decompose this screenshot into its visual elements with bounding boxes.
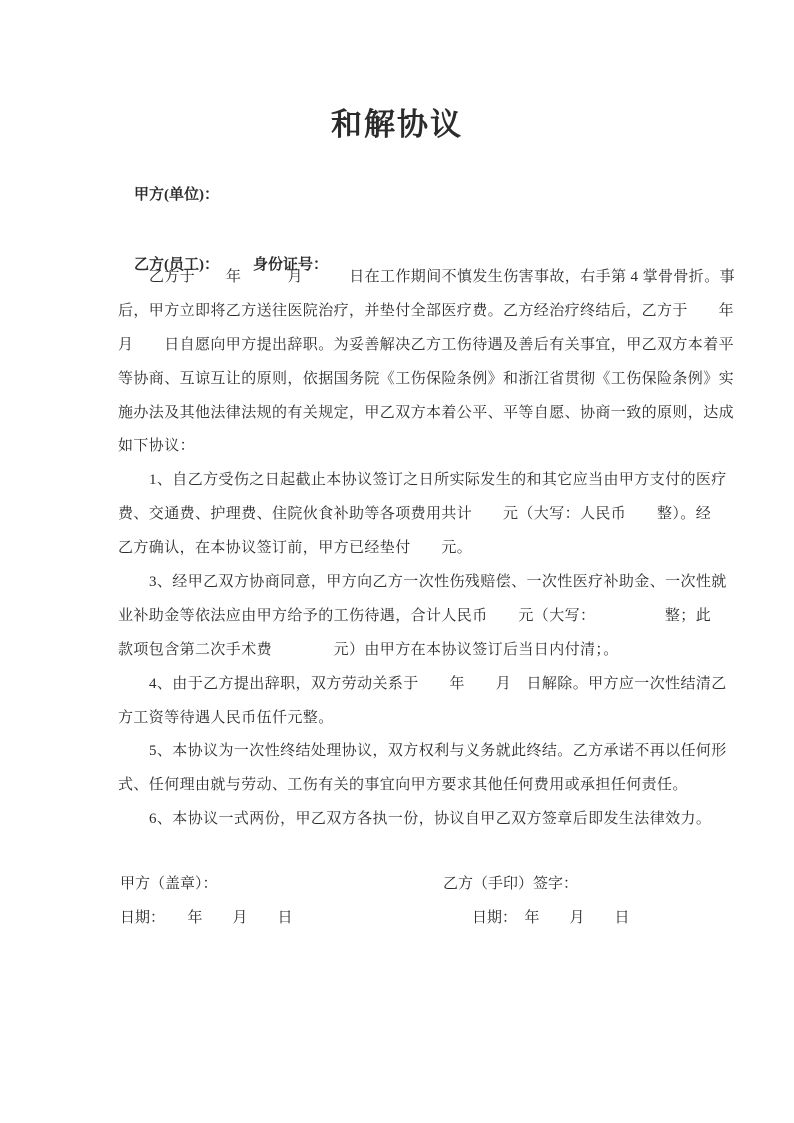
party-a-date: 日期： 年 月 日 <box>120 910 293 926</box>
party-b-label: 乙方(员工)： <box>134 257 219 273</box>
paragraph-line: 款项包含第二次手术费 元）由甲方在本协议签订后当日内付清；。 <box>118 641 619 658</box>
paragraph-line: 乙方于 年 月 日在工作期间不慎发生伤害事故，右手第 4 掌骨骨折。事 <box>149 269 736 285</box>
paragraph-line: 后，甲方立即将乙方送往医院治疗，并垫付全部医疗费。乙方经治疗终结后，乙方于 年 <box>118 302 735 319</box>
paragraph-line: 费、交通费、护理费、住院伙食补助等各项费用共计 元（大写：人民币 整）。经 <box>118 506 712 523</box>
paragraph-line: 3、经甲乙双方协商同意，甲方向乙方一次性伤残赔偿、一次性医疗补助金、一次性就 <box>149 574 727 591</box>
paragraph-line: 乙方确认，在本协议签订前，甲方已经垫付 元。 <box>118 540 473 557</box>
paragraph-line: 6、本协议一式两份，甲乙双方各执一份，协议自甲乙双方签章后即发生法律效力。 <box>149 811 712 828</box>
paragraph-line: 等协商、互谅互让的原则，依据国务院《工伤保险条例》和浙江省贯彻《工伤保险条例》实 <box>118 370 735 387</box>
paragraph-line: 式、任何理由就与劳动、工伤有关的事宜向甲方要求其他任何费用或承担任何责任。 <box>118 777 688 794</box>
party-b-date: 日期： 年 月 日 <box>472 910 630 926</box>
party-a-seal-label: 甲方（盖章）： <box>120 876 218 892</box>
paragraph-line: 施办法及其他法律法规的有关规定，甲乙双方本着公平、平等自愿、协商一致的原则，达成 <box>118 404 735 421</box>
paragraph-line: 1、自乙方受伤之日起截止本协议签订之日所实际发生的和其它应当由甲方支付的医疗 <box>149 472 727 489</box>
party-b-sign-label: 乙方（手印）签字： <box>443 876 579 892</box>
paragraph-line: 4、由于乙方提出辞职，双方劳动关系于 年 月 日解除。甲方应一次性结清乙 <box>149 675 727 692</box>
party-a-row <box>119 168 219 222</box>
paragraph-line: 月 日自愿向甲方提出辞职。为妥善解决乙方工伤待遇及善后有关事宜，甲乙双方本着平 <box>118 336 735 353</box>
paragraph-line: 业补助金等依法应由甲方给予的工伤待遇，合计人民币 元（大写： 整；此 <box>118 607 712 624</box>
paragraph-line: 5、本协议为一次性终结处理协议，双方权利与义务就此终结。乙方承诺不再以任何形 <box>149 743 727 760</box>
agreement-body <box>118 261 736 837</box>
paragraph-line: 方工资等待遇人民币伍仟元整。 <box>118 709 334 726</box>
id-number-label: 身份证号： <box>253 257 329 273</box>
document-title: 和解协议 <box>331 107 463 142</box>
party-a-label: 甲方(单位)： <box>134 187 219 203</box>
paragraph-line: 如下协议： <box>118 438 196 455</box>
